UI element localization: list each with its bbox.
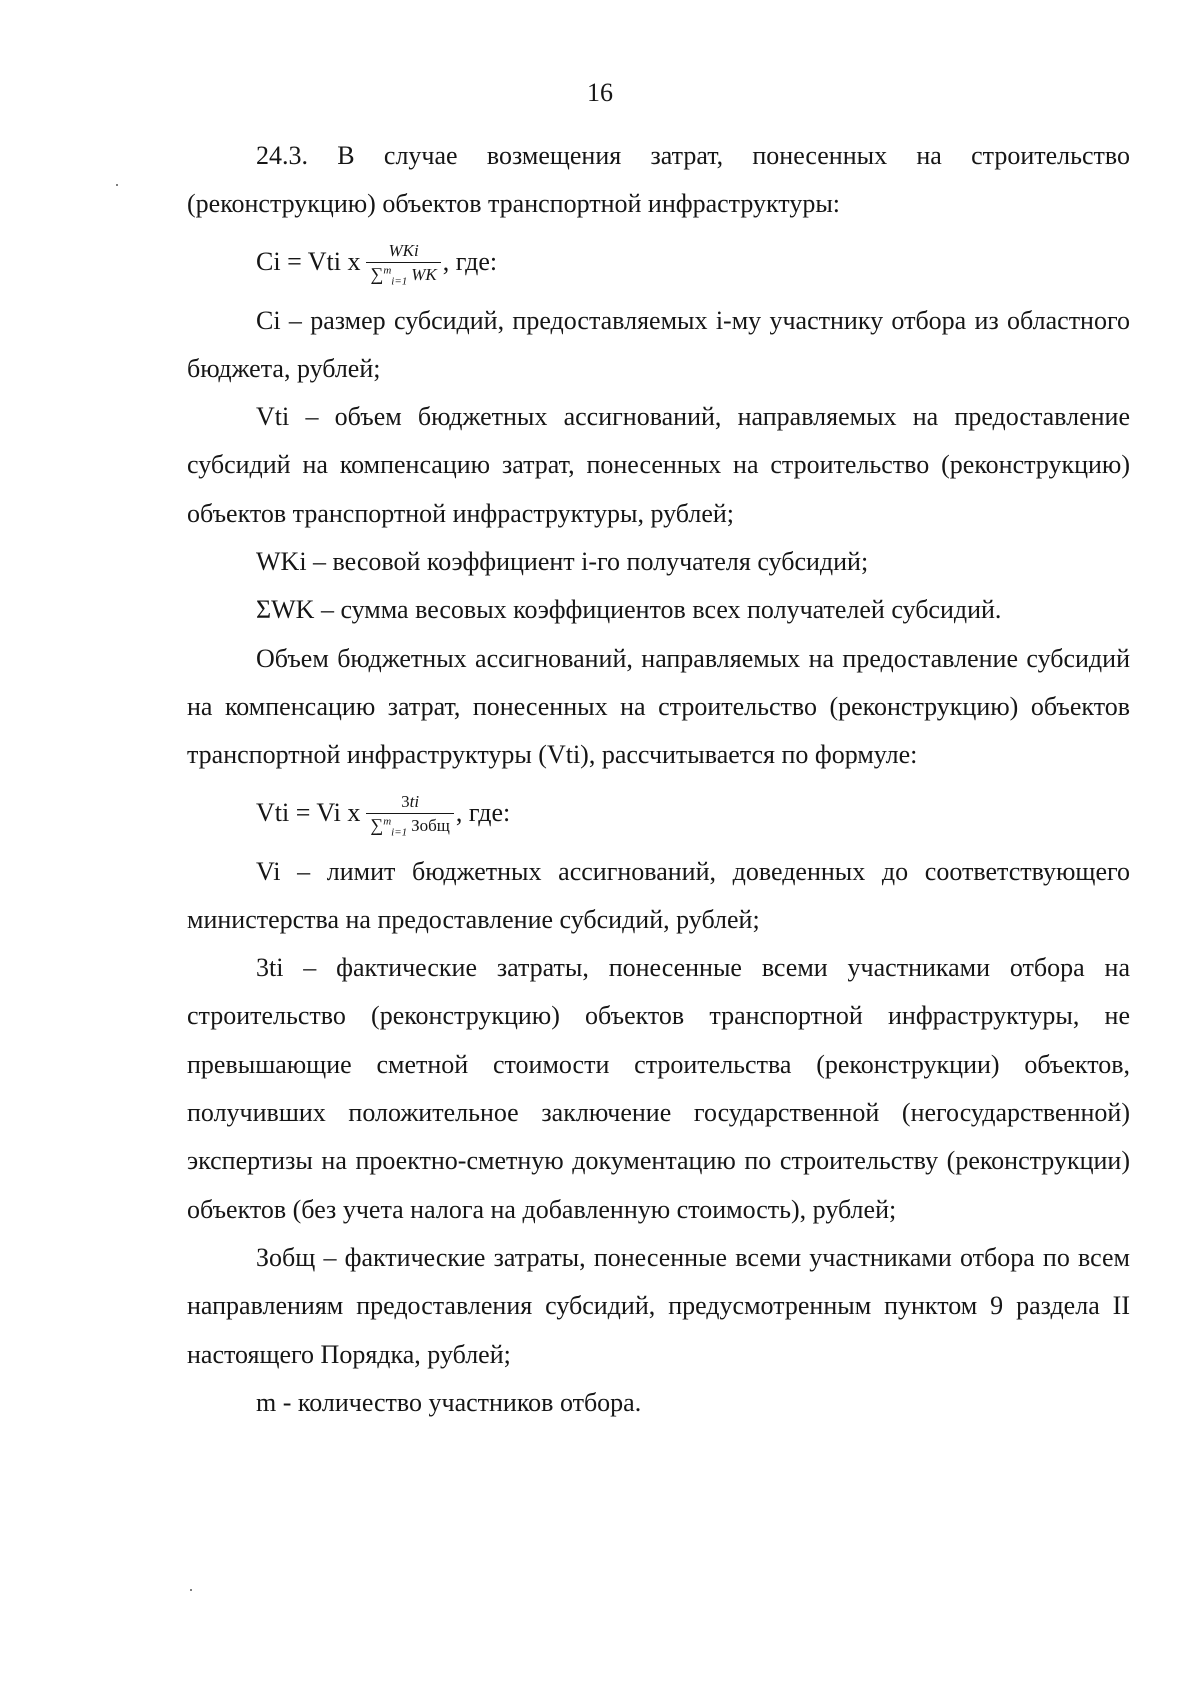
formula-ci-tail: , где: — [442, 247, 498, 277]
scan-speck — [116, 184, 118, 186]
sum-term: Зобщ — [411, 815, 450, 835]
definition-vi: Vi – лимит бюджетных ассигнований, доведенных до соответствующего министерства на предоставление субсидий, рублей; — [187, 856, 1130, 934]
sum-symbol: ∑ — [370, 263, 384, 284]
formula-vti-fraction — [366, 792, 454, 836]
document-body — [187, 132, 1130, 1427]
sum-upper-limit: m — [383, 263, 392, 276]
sum-upper-limit: m — [383, 814, 392, 827]
formula-vti-lhs: Vti = Vi x — [256, 798, 361, 828]
sum-symbol: ∑ — [370, 814, 384, 835]
formula-vti-denominator — [366, 813, 454, 836]
formula-ci-denominator — [366, 262, 440, 285]
vti-intro: Объем бюджетных ассигнований, направляемых на предоставление субсидий на компенсацию затрат, понесенных на строительство (реконструкцию) объектов транспортной инфраструктуры (Vti), рассчитывается по формуле: — [187, 643, 1130, 770]
formula-ci-lhs: Ci = Vti x — [256, 247, 361, 277]
definition-zobsch: Зобщ – фактические затраты, понесенные всеми участниками отбора по всем направлениям предоставления субсидий, предусмотренным пунктом 9 раздела II настоящего Порядка, рублей; — [187, 1242, 1130, 1369]
formula-ci-fraction — [366, 241, 440, 285]
formula-ci-numerator: WKi — [388, 240, 419, 260]
sum-lower-limit: i=1 — [391, 274, 408, 287]
formula-vti-numerator: 3ti — [401, 791, 420, 811]
page-number: 16 — [587, 78, 613, 107]
definition-wki: WKi – весовой коэффициент i-го получателя субсидий; — [256, 547, 869, 577]
definition-sum-wk: ΣWK – сумма весовых коэффициентов всех получателей субсидий. — [256, 595, 1002, 625]
formula-vti — [187, 780, 1130, 848]
formula-ci — [187, 229, 1130, 297]
scan-speck — [190, 1589, 192, 1591]
definition-vti: Vti – объем бюджетных ассигнований, направляемых на предоставление субсидий на компенсацию затрат, понесенных на строительство (реконструкцию) объектов транспортной инфраструктуры, рублей; — [187, 402, 1130, 528]
section-heading: 24.3. В случае возмещения затрат, понесенных на строительство (реконструкцию) объектов транспортной инфраструктуры: — [187, 141, 1130, 219]
sum-lower-limit: i=1 — [391, 825, 408, 838]
sum-term: WK — [411, 264, 437, 284]
definition-m: m - количество участников отбора. — [256, 1387, 642, 1417]
formula-vti-tail: , где: — [455, 798, 511, 828]
definition-3ti: 3ti – фактические затраты, понесенные всеми участниками отбора на строительство (реконструкцию) объектов транспортной инфраструктуры, не превышающие сметной стоимости строительства (реконструкции) объектов, получивших положительное заключение государственной (негосударственной) экспертизы на проектно-сметную документацию по строительству (реконструкции) объектов (без учета налога на добавленную стоимость), рублей; — [187, 953, 1130, 1224]
definition-ci: Ci – размер субсидий, предоставляемых i-му участнику отбора из областного бюджета, рублей; — [187, 305, 1130, 383]
